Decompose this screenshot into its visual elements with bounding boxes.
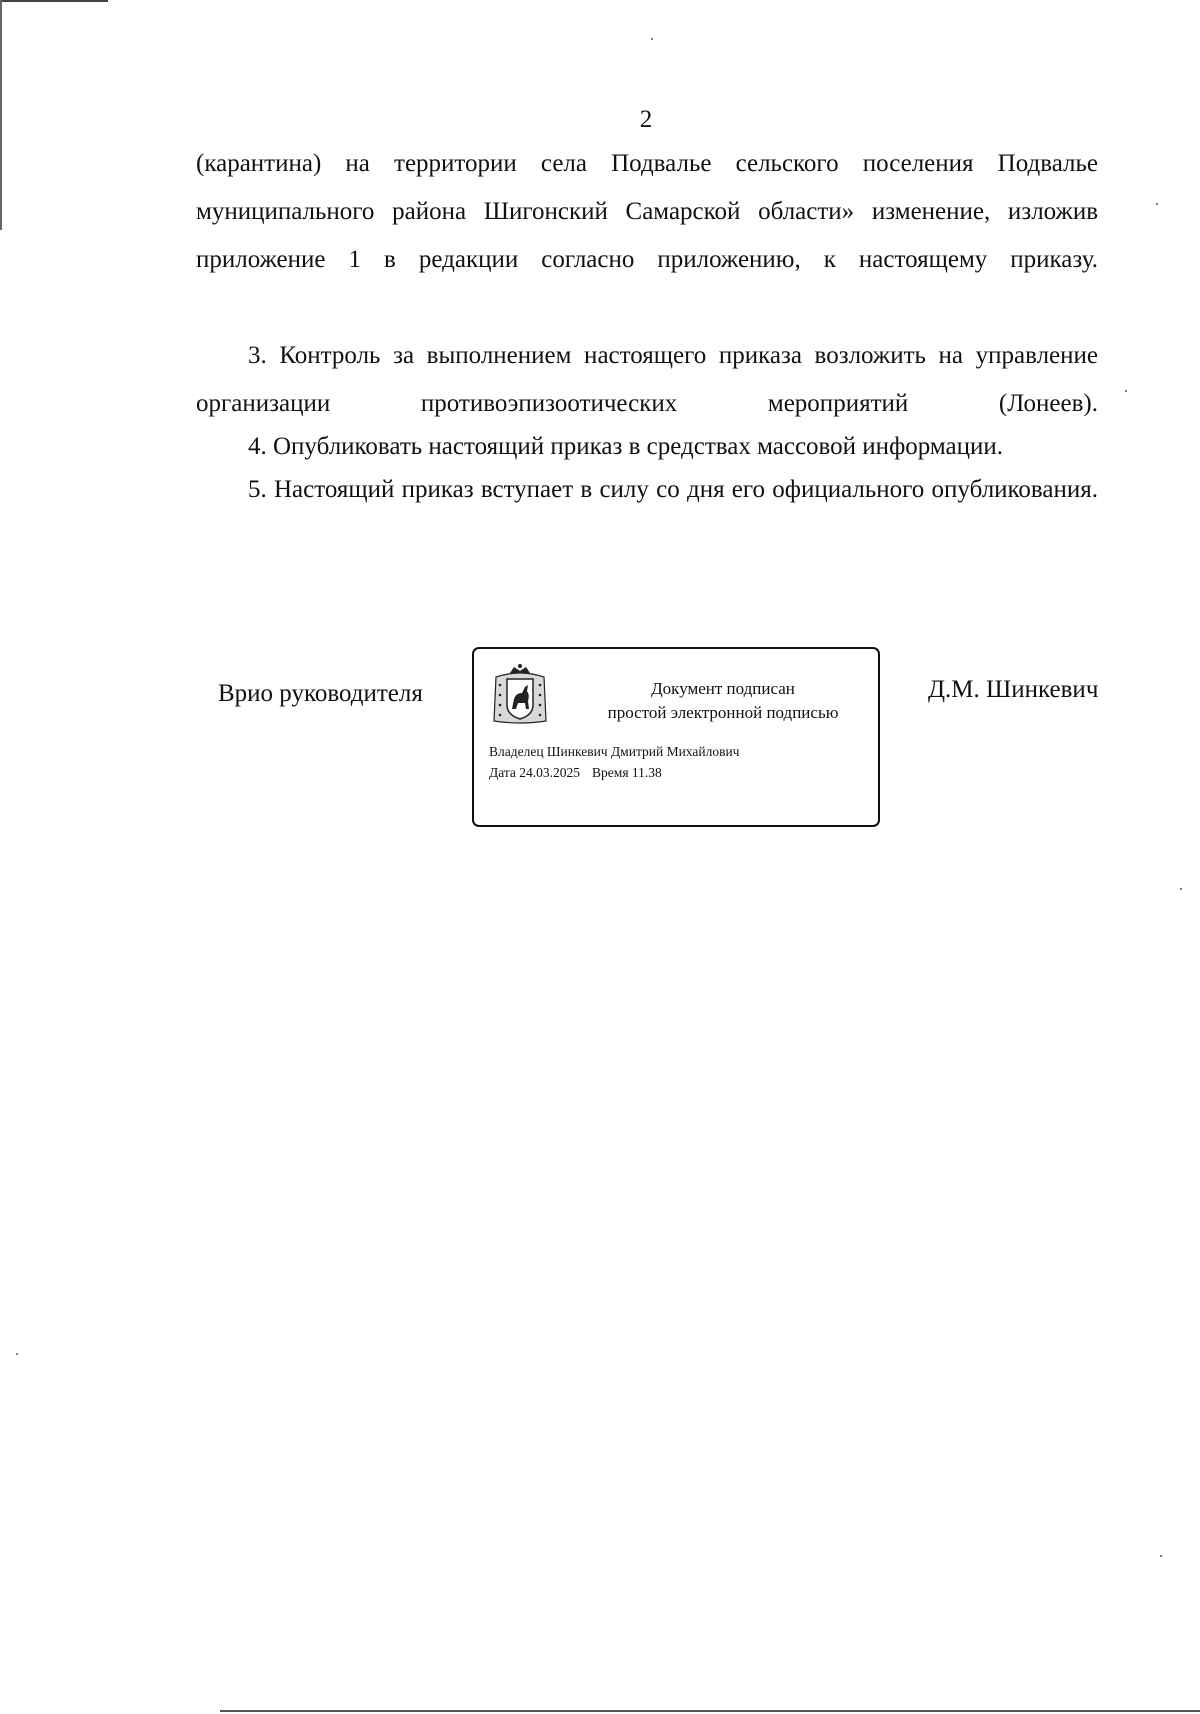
stamp-time: Время 11.38 [592, 765, 662, 780]
signer-position: Врио руководителя [218, 680, 423, 707]
scan-speck [1125, 390, 1127, 392]
scan-speck [1180, 888, 1182, 890]
stamp-owner: Владелец Шинкевич Дмитрий Михайлович [489, 744, 740, 759]
stamp-title [570, 677, 876, 725]
scan-edge-top [0, 0, 108, 2]
stamp-title-line-2: простой электронной подписью [607, 703, 839, 722]
stamp-meta [489, 741, 739, 783]
electronic-signature-stamp [472, 647, 880, 827]
paragraph-item-3: 3. Контроль за выполнением настоящего приказа возложить на управление организации противоэпизоотических мероприятий (Лонеев). [196, 342, 1098, 417]
stamp-date: Дата 24.03.2025 [489, 765, 581, 780]
scan-speck [1156, 203, 1158, 205]
page-number: 2 [639, 106, 653, 133]
paragraph-item-4: 4. Опубликовать настоящий приказ в средствах массовой информации. [248, 433, 1004, 460]
stamp-date-time [489, 762, 739, 783]
stamp-title-line-1: Документ подписан [651, 679, 795, 698]
scan-edge-bottom [220, 1710, 1200, 1712]
scan-speck [16, 1353, 18, 1355]
coat-of-arms-icon [492, 663, 548, 725]
signer-name: Д.М. Шинкевич [928, 676, 1099, 703]
paragraph-item-5: 5. Настоящий приказ вступает в силу со дня его официального опубликования. [248, 476, 1098, 503]
scan-speck [651, 38, 653, 40]
paragraph-continuation: (карантина) на территории села Подвалье сельского поселения Подвалье муниципального района Шигонский Самарской области» изменение, изложив приложение 1 в редакции согласно приложению, к настоящему приказу. [196, 150, 1098, 273]
scan-speck [1160, 1555, 1162, 1557]
